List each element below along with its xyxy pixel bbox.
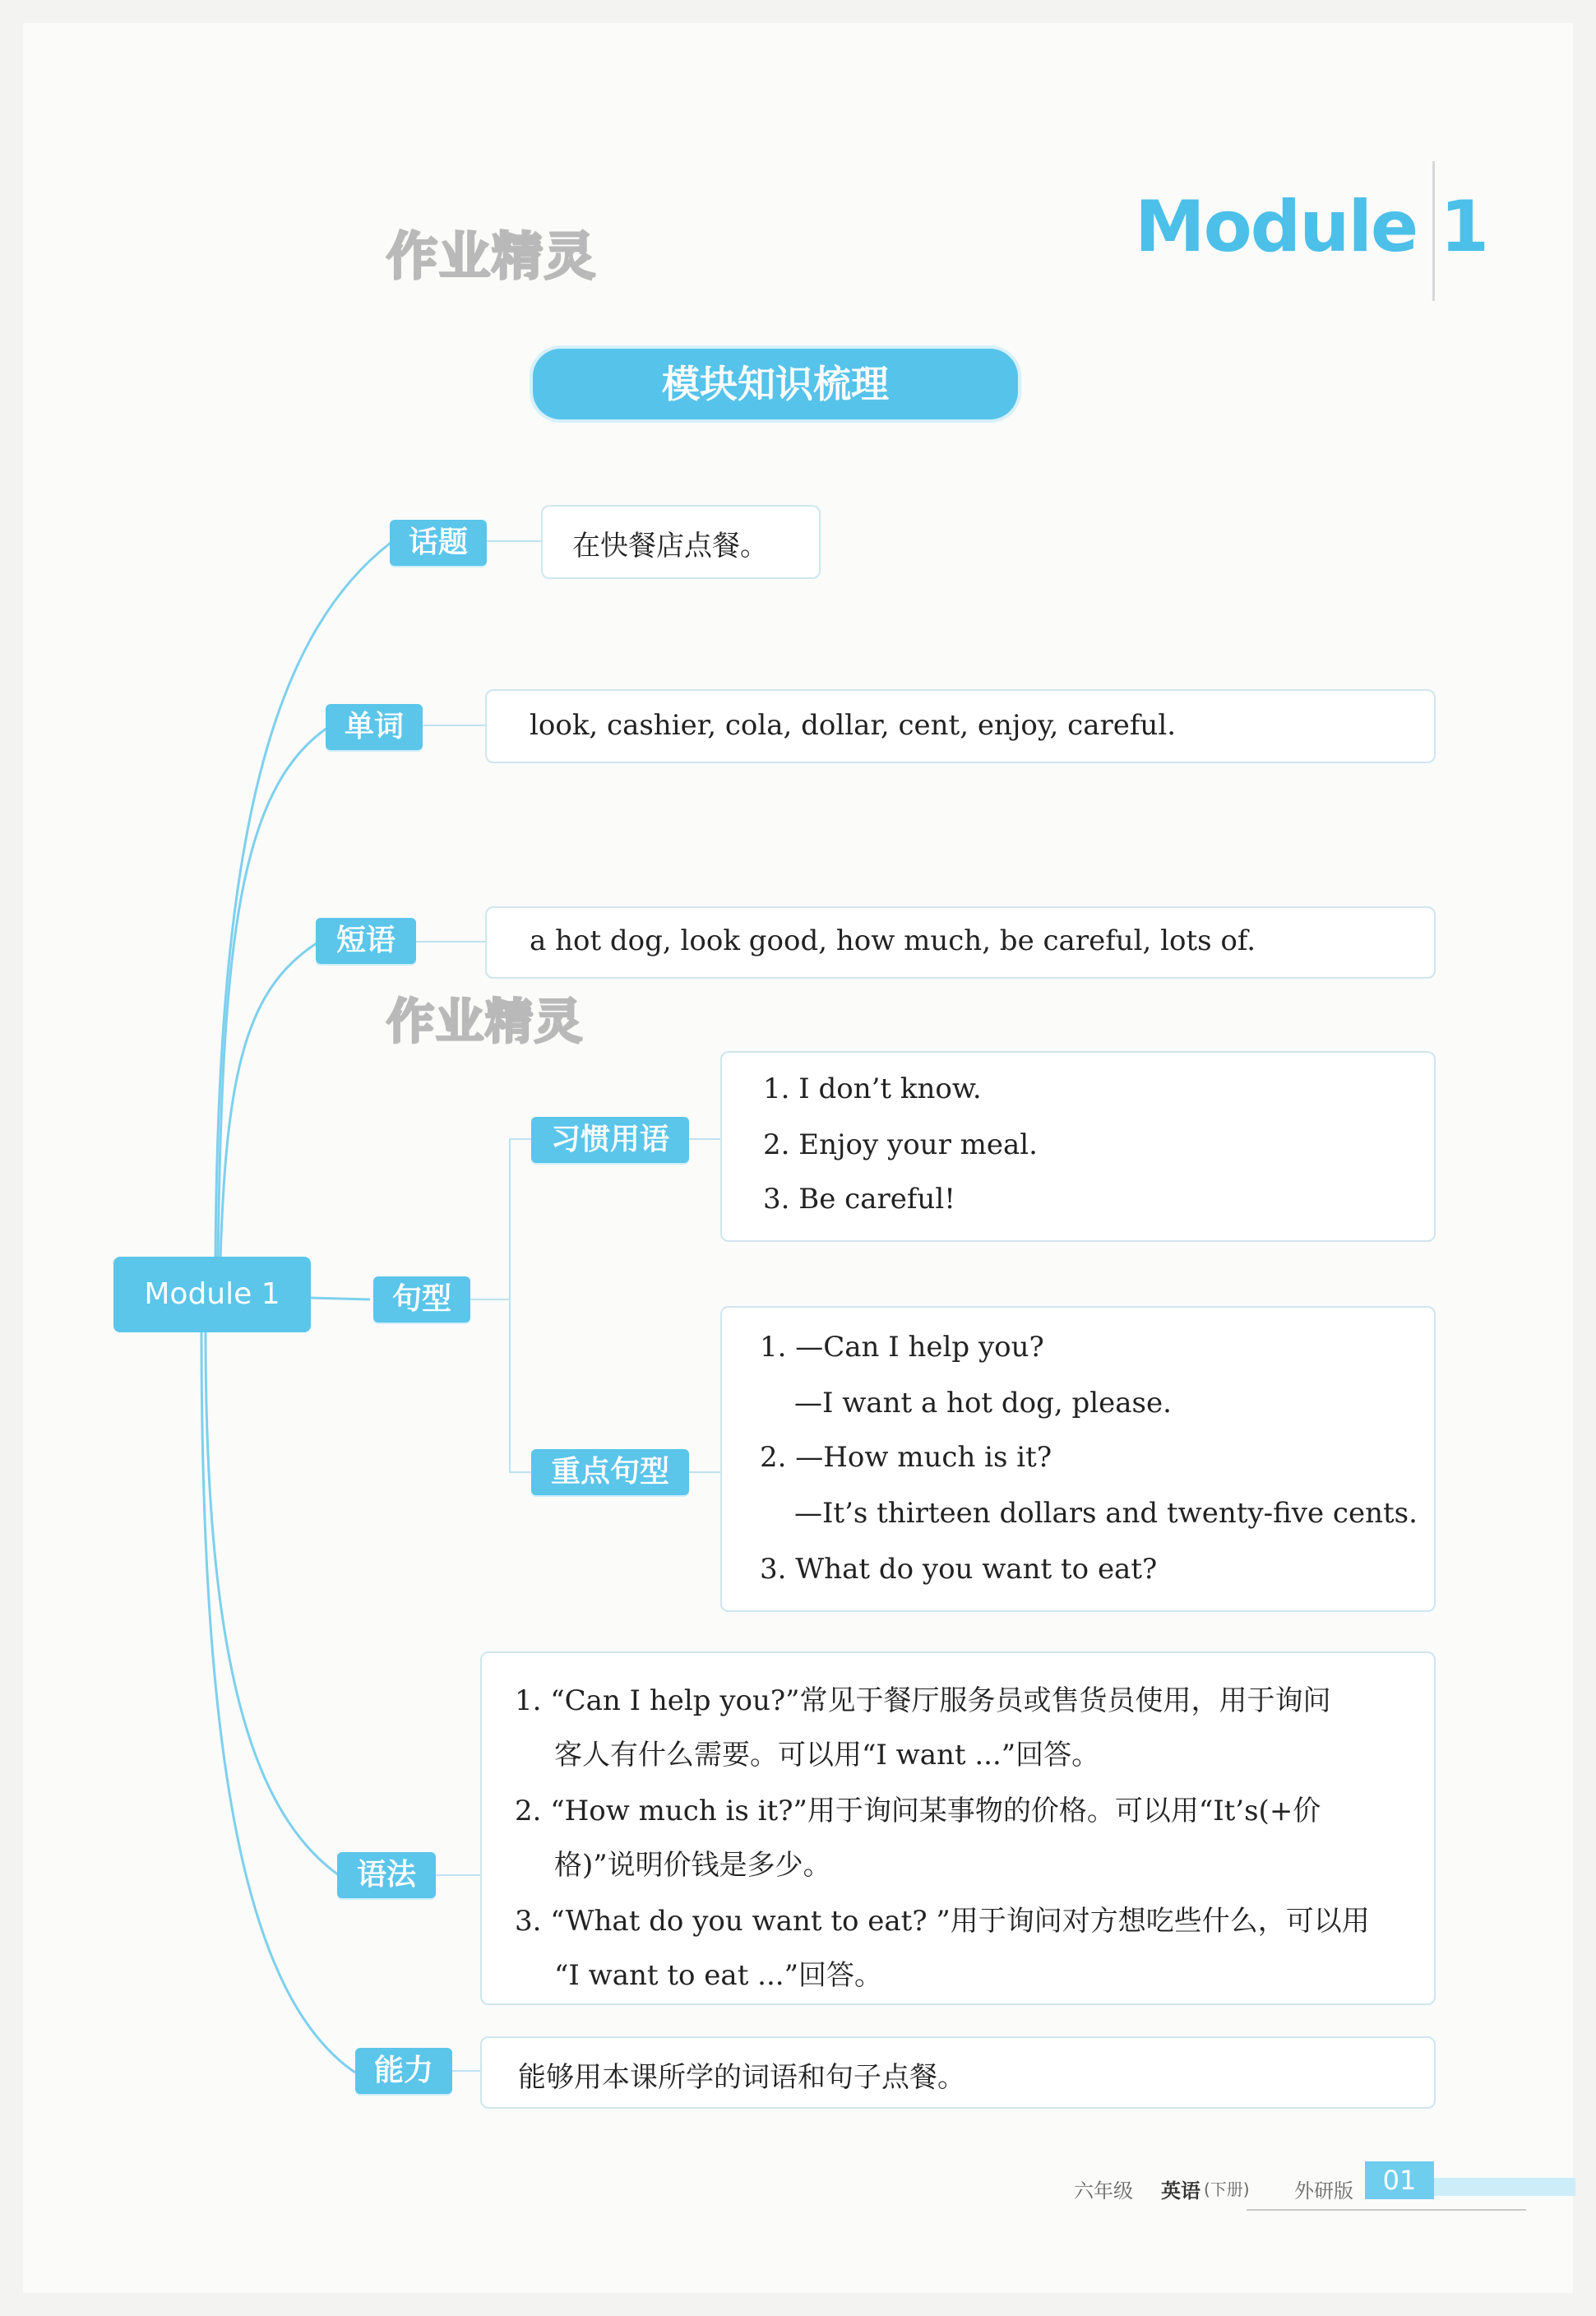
words-text: look, cashier, cola, dollar, cent, enjoy, careful. (530, 709, 1177, 742)
key-sentence: 2. —How much is it? (760, 1441, 1052, 1474)
grammar-line: 3. “What do you want to eat? ”用于询问对方想吃些什么，可以用 (515, 1905, 1370, 1938)
topic-text: 在快餐店点餐。 (572, 530, 768, 563)
watermark-middle: 作业精灵 (386, 994, 585, 1049)
phrases-box (485, 906, 1436, 979)
key-sentence: —I want a hot dog, please. (794, 1387, 1172, 1420)
words-box (485, 689, 1436, 763)
phrases-text: a hot dog, look good, how much, be careful, lots of. (530, 924, 1256, 957)
page-number: 01 (1365, 2161, 1434, 2199)
footer-rule (1247, 2209, 1526, 2211)
habitual-item: 1. I don’t know. (763, 1072, 982, 1105)
watermark-top: 作业精灵 (386, 226, 598, 286)
grammar-line: 1. “Can I help you?”常见于餐厅服务员或售货员使用，用于询问 (515, 1684, 1331, 1717)
tag-topic: 话题 (390, 520, 487, 566)
module-title: Module 1 (1135, 186, 1488, 268)
key-sentence: 3. What do you want to eat? (760, 1553, 1158, 1586)
tag-grammar: 语法 (337, 1852, 436, 1898)
key-sentence: 1. —Can I help you? (760, 1331, 1044, 1364)
grammar-line: 2. “How much is it?”用于询问某事物的价格。可以用“It’s(+价 (515, 1795, 1321, 1827)
habitual-item: 2. Enjoy your meal. (763, 1128, 1038, 1161)
grammar-line: “I want to eat ...”回答。 (554, 1959, 882, 1992)
connector-grammar (206, 1331, 339, 1875)
key-sentences-box (720, 1306, 1436, 1612)
ability-box (480, 2036, 1436, 2109)
habitual-box (720, 1051, 1436, 1242)
connector-topic (215, 543, 391, 1260)
footer-volume: (下册) (1204, 2179, 1250, 2199)
footer-grade: 六年级 (1074, 2179, 1133, 2203)
tag-habitual: 习惯用语 (531, 1117, 689, 1163)
footer-edition: 外研版 (1294, 2179, 1353, 2203)
footer-subject: 英语 (1161, 2179, 1200, 2203)
grammar-line: 客人有什么需要。可以用“I want ...”回答。 (554, 1739, 1100, 1772)
grammar-box (480, 1651, 1436, 2005)
connector-words (218, 728, 327, 1260)
connector-ability (201, 1331, 355, 2073)
grammar-line: 格)”说明价钱是多少。 (554, 1849, 831, 1882)
tag-key-sentences: 重点句型 (531, 1449, 689, 1495)
tag-sentences: 句型 (373, 1276, 470, 1322)
section-title: 模块知识梳理 (533, 349, 1018, 419)
habitual-item: 3. Be careful! (763, 1183, 955, 1216)
tag-phrases: 短语 (316, 918, 416, 964)
topic-box (541, 505, 821, 579)
ability-text: 能够用本课所学的词语和句子点餐。 (518, 2061, 965, 2094)
root-node: Module 1 (113, 1257, 311, 1332)
tag-ability: 能力 (355, 2048, 452, 2094)
connector-phrases (220, 942, 319, 1260)
connector-sentences (309, 1298, 370, 1299)
tag-words: 单词 (326, 704, 423, 750)
key-sentence: —It’s thirteen dollars and twenty-five cents. (794, 1497, 1418, 1530)
